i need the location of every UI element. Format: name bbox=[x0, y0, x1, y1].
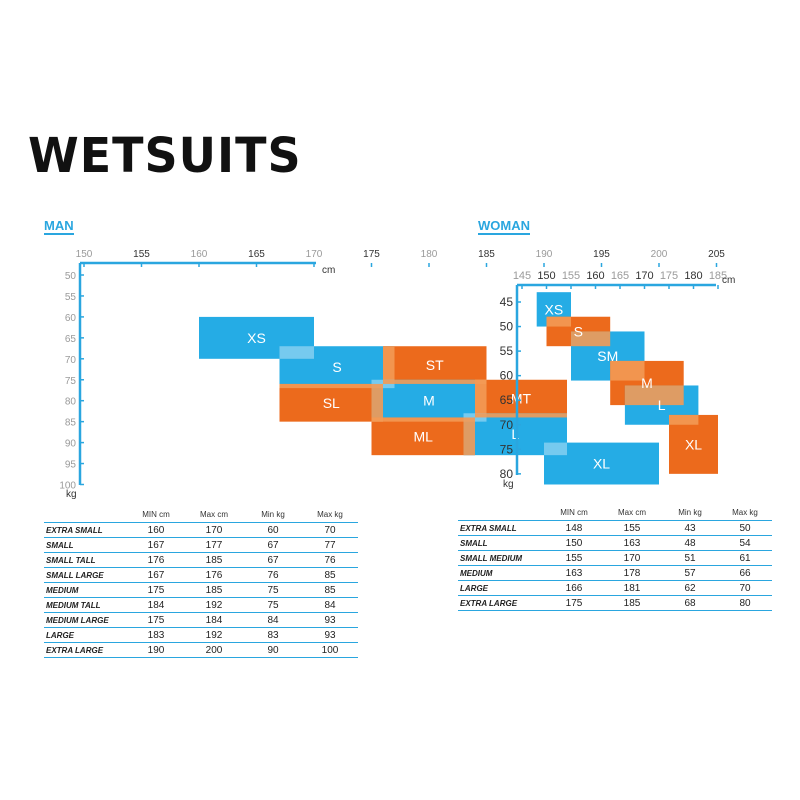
table-cell: 70 bbox=[302, 523, 358, 538]
y-tick-label: 60 bbox=[64, 312, 76, 324]
y-unit-label: kg bbox=[503, 479, 514, 490]
table-cell: 170 bbox=[184, 523, 244, 538]
table-row bbox=[458, 521, 772, 536]
table-cell: 175 bbox=[128, 613, 184, 628]
table-cell: 178 bbox=[602, 566, 662, 581]
table-row bbox=[458, 566, 772, 581]
size-box-label: S bbox=[332, 359, 342, 376]
x-tick-label: 150 bbox=[537, 270, 556, 282]
table-cell: 167 bbox=[128, 538, 184, 553]
table-row bbox=[44, 598, 358, 613]
table-cell: 85 bbox=[302, 583, 358, 598]
table-cell: 77 bbox=[302, 538, 358, 553]
table-cell: 163 bbox=[602, 536, 662, 551]
table-header: MIN cm bbox=[142, 509, 170, 519]
table-cell: 83 bbox=[244, 628, 302, 643]
size-box-label: XS bbox=[247, 329, 266, 346]
size-name-cell: SMALL LARGE bbox=[44, 568, 128, 583]
table-cell: 62 bbox=[662, 581, 718, 596]
table-cell: 67 bbox=[244, 538, 302, 553]
table-cell: 184 bbox=[184, 613, 244, 628]
table-cell: 76 bbox=[302, 553, 358, 568]
overlap-region bbox=[280, 384, 384, 388]
x-tick-label: 175 bbox=[659, 270, 679, 282]
table-cell: 76 bbox=[244, 568, 302, 583]
table-cell: 184 bbox=[128, 598, 184, 613]
overlap-region bbox=[547, 317, 572, 327]
table-cell: 90 bbox=[244, 643, 302, 658]
y-unit-label: kg bbox=[66, 489, 77, 500]
table-row bbox=[44, 583, 358, 598]
table-row bbox=[44, 523, 358, 538]
y-tick-label: 55 bbox=[499, 344, 513, 359]
woman-size-chart bbox=[400, 0, 800, 520]
table-cell: 66 bbox=[718, 566, 772, 581]
table-header: Min kg bbox=[678, 507, 702, 517]
table-cell: 185 bbox=[184, 553, 244, 568]
table-row bbox=[458, 596, 772, 611]
size-box-label: L bbox=[657, 397, 666, 414]
table-cell: 177 bbox=[184, 538, 244, 553]
table-header: MIN cm bbox=[560, 507, 588, 517]
table-cell: 60 bbox=[244, 523, 302, 538]
table-cell: 150 bbox=[546, 536, 602, 551]
table-cell: 155 bbox=[546, 551, 602, 566]
table-row bbox=[44, 568, 358, 583]
x-tick-label: 175 bbox=[363, 249, 380, 260]
man-size-table bbox=[44, 508, 358, 658]
x-tick-label: 165 bbox=[610, 270, 630, 282]
table-cell: 51 bbox=[662, 551, 718, 566]
x-unit-label: cm bbox=[722, 275, 736, 286]
y-tick-label: 80 bbox=[64, 396, 76, 408]
x-tick-label: 190 bbox=[535, 249, 553, 260]
size-name-cell: EXTRA SMALL bbox=[44, 523, 128, 538]
y-tick-label: 95 bbox=[64, 459, 76, 471]
y-tick-label: 45 bbox=[499, 295, 513, 309]
x-tick-label: 180 bbox=[684, 270, 703, 282]
table-cell: 148 bbox=[546, 521, 602, 536]
table-cell: 155 bbox=[602, 521, 662, 536]
y-tick-label: 70 bbox=[499, 417, 513, 432]
table-header: Min kg bbox=[261, 509, 285, 519]
table-cell: 70 bbox=[718, 581, 772, 596]
overlap-region bbox=[625, 385, 684, 405]
table-row bbox=[44, 538, 358, 553]
y-tick-label: 90 bbox=[64, 438, 76, 450]
table-header: Max kg bbox=[732, 507, 758, 517]
size-name-cell: EXTRA SMALL bbox=[458, 521, 546, 536]
size-box-label: XL bbox=[684, 436, 703, 453]
table-cell: 48 bbox=[662, 536, 718, 551]
size-box-label: ML bbox=[413, 428, 433, 445]
table-cell: 183 bbox=[128, 628, 184, 643]
x-tick-label: 150 bbox=[75, 249, 93, 260]
table-cell: 54 bbox=[718, 536, 772, 551]
table-cell: 67 bbox=[244, 553, 302, 568]
x-tick-label: 165 bbox=[248, 249, 265, 260]
table-cell: 190 bbox=[128, 643, 184, 658]
size-name-cell: SMALL bbox=[44, 538, 128, 553]
y-tick-label: 50 bbox=[499, 319, 513, 334]
table-row bbox=[44, 613, 358, 628]
page-title: WETSUITS bbox=[28, 126, 302, 184]
y-tick-label: 80 bbox=[499, 466, 513, 481]
x-tick-label: 155 bbox=[561, 270, 581, 282]
size-name-cell: MEDIUM bbox=[44, 583, 128, 598]
y-tick-label: 65 bbox=[499, 393, 513, 408]
x-tick-label: 170 bbox=[635, 270, 654, 282]
x-tick-label: 200 bbox=[650, 249, 668, 260]
size-name-cell: EXTRA LARGE bbox=[44, 643, 128, 658]
table-row bbox=[458, 581, 772, 596]
overlap-region bbox=[383, 346, 395, 384]
man-section-label: MAN bbox=[44, 218, 74, 233]
overlap-region bbox=[669, 415, 698, 425]
table-cell: 176 bbox=[184, 568, 244, 583]
table-row bbox=[44, 628, 358, 643]
table-cell: 50 bbox=[718, 521, 772, 536]
y-tick-label: 100 bbox=[59, 480, 76, 492]
table-cell: 192 bbox=[184, 598, 244, 613]
table-header: Max cm bbox=[200, 509, 228, 519]
table-cell: 175 bbox=[546, 596, 602, 611]
y-tick-label: 75 bbox=[64, 375, 76, 387]
table-cell: 185 bbox=[602, 596, 662, 611]
table-cell: 185 bbox=[184, 583, 244, 598]
size-name-cell: LARGE bbox=[44, 628, 128, 643]
y-tick-label: 60 bbox=[499, 368, 513, 383]
table-header: Max cm bbox=[618, 507, 646, 517]
y-tick-label: 65 bbox=[64, 333, 76, 345]
x-tick-label: 205 bbox=[708, 249, 725, 260]
table-cell: 93 bbox=[302, 628, 358, 643]
y-tick-label: 50 bbox=[64, 271, 76, 282]
x-tick-label: 145 bbox=[512, 270, 532, 282]
size-box-label: XS bbox=[544, 301, 564, 318]
table-header-empty bbox=[44, 508, 128, 523]
table-cell: 167 bbox=[128, 568, 184, 583]
x-tick-label: 180 bbox=[420, 249, 438, 260]
table-cell: 200 bbox=[184, 643, 244, 658]
x-tick-label: 170 bbox=[305, 249, 323, 260]
table-cell: 75 bbox=[244, 583, 302, 598]
table-header-empty bbox=[458, 506, 546, 521]
size-box-label: ST bbox=[425, 357, 444, 374]
x-tick-label: 195 bbox=[593, 249, 610, 260]
table-header-row bbox=[44, 508, 358, 523]
table-cell: 192 bbox=[184, 628, 244, 643]
size-name-cell: SMALL TALL bbox=[44, 553, 128, 568]
x-tick-label: 185 bbox=[708, 270, 728, 282]
size-box-label: SL bbox=[322, 394, 340, 411]
y-tick-label: 75 bbox=[499, 442, 513, 457]
table-cell: 43 bbox=[662, 521, 718, 536]
table-cell: 61 bbox=[718, 551, 772, 566]
y-tick-label: 70 bbox=[64, 354, 76, 366]
table-cell: 175 bbox=[128, 583, 184, 598]
size-box-label: MT bbox=[510, 390, 532, 407]
table-row bbox=[44, 643, 358, 658]
size-name-cell: MEDIUM TALL bbox=[44, 598, 128, 613]
table-cell: 57 bbox=[662, 566, 718, 581]
size-box-label: M bbox=[423, 392, 435, 409]
size-box-label: L bbox=[511, 426, 520, 443]
table-row bbox=[44, 553, 358, 568]
size-box-label: SM bbox=[597, 348, 619, 365]
table-cell: 85 bbox=[302, 568, 358, 583]
y-tick-label: 55 bbox=[64, 291, 76, 303]
size-name-cell: MEDIUM LARGE bbox=[44, 613, 128, 628]
table-cell: 80 bbox=[718, 596, 772, 611]
size-name-cell: MEDIUM bbox=[458, 566, 546, 581]
size-name-cell: SMALL MEDIUM bbox=[458, 551, 546, 566]
x-tick-label: 160 bbox=[586, 270, 605, 282]
table-cell: 100 bbox=[302, 643, 358, 658]
table-header: Max kg bbox=[317, 509, 343, 519]
y-tick-label: 85 bbox=[64, 417, 76, 429]
overlap-region bbox=[372, 384, 384, 422]
size-box-label: M bbox=[641, 375, 653, 392]
overlap-region bbox=[280, 346, 315, 359]
table-cell: 163 bbox=[546, 566, 602, 581]
table-cell: 176 bbox=[128, 553, 184, 568]
x-unit-label: cm bbox=[322, 265, 336, 276]
x-tick-label: 155 bbox=[133, 249, 150, 260]
table-cell: 84 bbox=[302, 598, 358, 613]
size-box-label: S bbox=[573, 323, 584, 340]
table-cell: 75 bbox=[244, 598, 302, 613]
x-tick-label: 185 bbox=[478, 249, 495, 260]
table-row bbox=[458, 536, 772, 551]
table-cell: 181 bbox=[602, 581, 662, 596]
size-name-cell: EXTRA LARGE bbox=[458, 596, 546, 611]
size-name-cell: LARGE bbox=[458, 581, 546, 596]
woman-size-table bbox=[458, 506, 772, 611]
woman-section-label: WOMAN bbox=[478, 218, 530, 233]
table-cell: 93 bbox=[302, 613, 358, 628]
size-name-cell: SMALL bbox=[458, 536, 546, 551]
table-cell: 166 bbox=[546, 581, 602, 596]
x-tick-label: 160 bbox=[190, 249, 208, 260]
table-cell: 84 bbox=[244, 613, 302, 628]
table-cell: 170 bbox=[602, 551, 662, 566]
size-box-label: XL bbox=[592, 455, 611, 472]
table-cell: 68 bbox=[662, 596, 718, 611]
table-cell: 160 bbox=[128, 523, 184, 538]
table-row bbox=[458, 551, 772, 566]
table-header-row bbox=[458, 506, 772, 521]
